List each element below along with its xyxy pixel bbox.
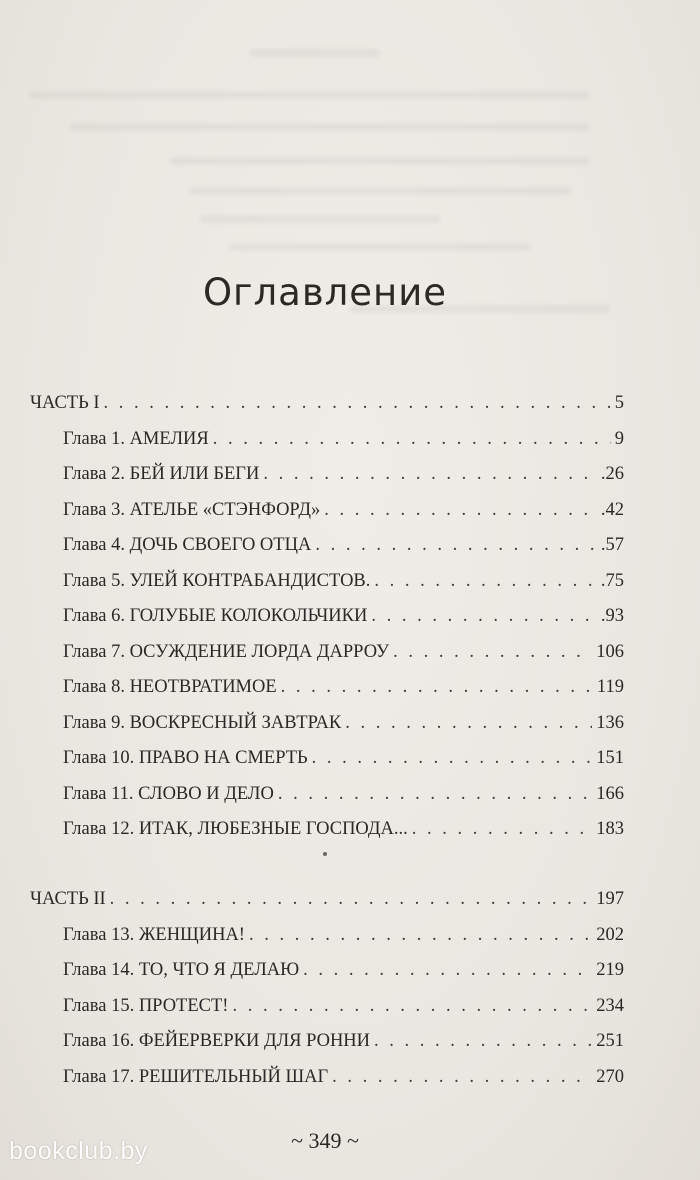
toc-entry-label: Глава 8. НЕОТВРАТИМОЕ: [63, 677, 277, 697]
toc-entry-label: Глава 16. ФЕЙЕРВЕРКИ ДЛЯ РОННИ: [63, 1031, 371, 1051]
dot-leader: [345, 706, 592, 740]
toc-chapter-2[interactable]: [63, 457, 624, 491]
toc-entry-page: 219: [596, 960, 624, 980]
toc-entry-page: 166: [596, 783, 624, 804]
toc-chapter-6[interactable]: [63, 599, 624, 633]
toc-entry-page: 119: [596, 677, 624, 697]
toc-chapter-15[interactable]: [63, 989, 624, 1023]
toc-chapter-17[interactable]: [63, 1060, 624, 1094]
toc-entry-page: 270: [596, 1066, 624, 1087]
dot-leader: [324, 493, 597, 527]
toc-entry-page: 197: [596, 889, 624, 909]
toc-entry-page: 136: [596, 712, 624, 733]
toc-entry-page: 202: [596, 924, 624, 945]
toc-entry-label: Глава 14. ТО, ЧТО Я ДЕЛАЮ: [63, 960, 300, 980]
toc-chapter-10[interactable]: [63, 741, 624, 775]
toc-entry-page: 5: [614, 393, 624, 413]
dot-leader: [249, 918, 592, 952]
dot-leader: [412, 812, 593, 846]
dot-leader: [263, 457, 597, 491]
toc-entry-page: 251: [596, 1031, 624, 1051]
toc-entry-label: Глава 7. ОСУЖДЕНИЕ ЛОРДА ДАРРОУ: [63, 641, 390, 662]
toc-chapter-8[interactable]: [63, 670, 624, 704]
dot-leader: [281, 670, 593, 704]
toc-entry-page: .93: [600, 606, 624, 626]
toc-entry-label: ЧАСТЬ I: [30, 393, 100, 413]
toc-entry-label: Глава 12. ИТАК, ЛЮБЕЗНЫЕ ГОСПОДА...: [63, 819, 408, 839]
toc-entry-label: Глава 2. БЕЙ ИЛИ БЕГИ: [63, 464, 260, 484]
toc-entry-label: ЧАСТЬ II: [30, 889, 106, 909]
toc-entry-label: Глава 10. ПРАВО НА СМЕРТЬ: [63, 748, 308, 768]
toc-chapter-1[interactable]: [63, 422, 624, 456]
dot-leader: [213, 422, 611, 456]
toc-chapter-12[interactable]: [63, 812, 624, 846]
toc-entry-label: Глава 11. СЛОВО И ДЕЛО: [63, 783, 274, 804]
toc-entry-page: 151: [596, 748, 624, 768]
dot-leader: [315, 528, 597, 562]
toc-entry-page: 9: [614, 428, 624, 449]
toc-part-2[interactable]: [30, 882, 624, 916]
dot-leader: [232, 989, 592, 1023]
watermark-logo: bookclub.by: [9, 1137, 148, 1165]
toc-chapter-16[interactable]: [63, 1024, 624, 1058]
dot-leader: [278, 777, 592, 811]
toc-entry-page: .42: [600, 499, 624, 520]
page-number: ~ 349 ~: [291, 1128, 359, 1153]
toc-chapter-7[interactable]: [63, 635, 624, 669]
dot-leader: [332, 1060, 592, 1094]
toc-entry-label: Глава 3. АТЕЛЬЕ «СТЭНФОРД»: [63, 499, 321, 520]
toc-entry-label: Глава 1. АМЕЛИЯ: [63, 428, 209, 449]
toc-entry-label: Глава 5. УЛЕЙ КОНТРАБАНДИСТОВ.: [63, 570, 371, 591]
toc-entry-page: .57: [600, 535, 624, 555]
toc-chapter-4[interactable]: [63, 528, 624, 562]
toc-entry-label: Глава 15. ПРОТЕСТ!: [63, 995, 229, 1016]
toc-entry-page: .75: [600, 570, 624, 591]
page-title: Оглавление: [202, 270, 448, 314]
dot-leader: [110, 882, 593, 916]
toc-entry-label: Глава 9. ВОСКРЕСНЫЙ ЗАВТРАК: [63, 712, 342, 733]
toc-part-1[interactable]: [30, 386, 624, 420]
toc-entry-label: Глава 6. ГОЛУБЫЕ КОЛОКОЛЬЧИКИ: [63, 606, 368, 626]
toc-entry-label: Глава 4. ДОЧЬ СВОЕГО ОТЦА: [63, 535, 312, 555]
dot-leader: [393, 635, 592, 669]
toc-chapter-13[interactable]: [63, 918, 624, 952]
toc-chapter-11[interactable]: [63, 777, 624, 811]
toc-entry-page: 106: [596, 641, 624, 662]
dot-leader: [312, 741, 593, 775]
toc-entry-page: .26: [600, 464, 624, 484]
dot-leader: [303, 953, 592, 987]
dot-leader: [104, 386, 611, 420]
toc-chapter-5[interactable]: [63, 564, 624, 598]
toc-chapter-14[interactable]: [63, 953, 624, 987]
dot-leader: [374, 564, 596, 598]
toc-chapter-9[interactable]: [63, 706, 624, 740]
ink-speck: [323, 852, 327, 856]
dot-leader: [374, 1024, 592, 1058]
toc-entry-label: Глава 17. РЕШИТЕЛЬНЫЙ ШАГ: [63, 1066, 329, 1087]
dot-leader: [371, 599, 597, 633]
toc-chapter-3[interactable]: [63, 493, 624, 527]
toc-entry-page: 234: [596, 995, 624, 1016]
toc-entry-label: Глава 13. ЖЕНЩИНА!: [63, 924, 245, 945]
toc-entry-page: 183: [596, 819, 624, 839]
